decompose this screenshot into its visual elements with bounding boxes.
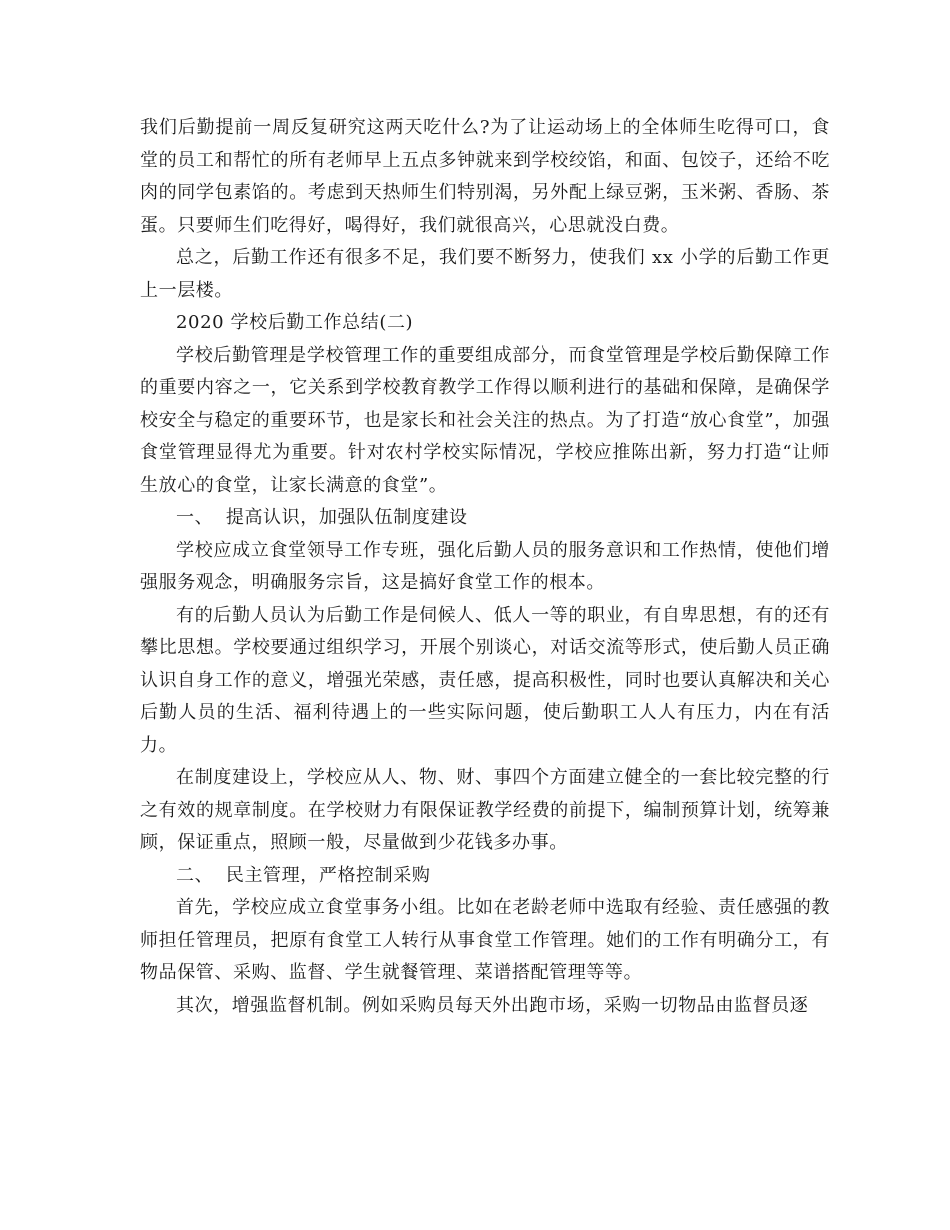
paragraph-staff-attitude: 有的后勤人员认为后勤工作是伺候人、低人一等的职业，有自卑思想，有的还有攀比思想。学校要通过组织学习，开展个别谈心，对话交流等形式，使后勤人员正确认识自身工作的意义，增强光荣感，责任感，提高积极性，同时也要认真解决和关心后勤人员的生活、福利待遇上的一些实际问题，使后勤职工人人有压力，内在有活力。: [140, 604, 830, 756]
paragraph-conclusion: 总之，后勤工作还有很多不足，我们要不断努力，使我们 xx 小学的后勤工作更上一层楼。: [140, 247, 830, 301]
section-title: 2020 学校后勤工作总结(二): [176, 312, 414, 333]
paragraph-supervision: 其次，增强监督机制。例如采购员每天外出跑市场，采购一切物品由监督员逐: [176, 994, 809, 1016]
paragraph-intro: 学校后勤管理是学校管理工作的重要组成部分，而食堂管理是学校后勤保障工作的重要内容之一，它关系到学校教育教学工作得以顺利进行的基础和保障，是确保学校安全与稳定的重要环节，也是家长和社会关注的热点。为了打造“放心食堂”，加强食堂管理显得尤为重要。针对农村学校实际情况，学校应推陈出新，努力打造“让师生放心的食堂，让家长满意的食堂”。: [140, 344, 830, 496]
paragraph-rules: 在制度建设上，学校应从人、物、财、事四个方面建立健全的一套比较完整的行之有效的规章制度。在学校财力有限保证教学经费的前提下，编制预算计划，统筹兼顾，保证重点，照顾一般，尽量做到少花钱多办事。: [140, 767, 830, 853]
heading-two: 二、 民主管理，严格控制采购: [176, 864, 431, 886]
paragraph-affairs-group: 首先，学校应成立食堂事务小组。比如在老龄老师中选取有经验、责任感强的教师担任管理员，把原有食堂工人转行从事食堂工作管理。她们的工作有明确分工，有物品保管、采购、监督、学生就餐管理、菜谱搭配管理等等。: [140, 897, 830, 983]
paragraph-canteen-food: 我们后勤提前一周反复研究这两天吃什么?为了让运动场上的全体师生吃得可口，食堂的员工和帮忙的所有老师早上五点多钟就来到学校绞馅，和面、包饺子，还给不吃肉的同学包素馅的。考虑到天热师生们特别渴，另外配上绿豆粥，玉米粥、香肠、茶蛋。只要师生们吃得好，喝得好，我们就很高兴，心思就没白费。: [140, 117, 830, 236]
document-body: [140, 112, 830, 1022]
paragraph-leadership: 学校应成立食堂领导工作专班，强化后勤人员的服务意识和工作热情，使他们增强服务观念，明确服务宗旨，这是搞好食堂工作的根本。: [140, 539, 830, 593]
heading-one: 一、 提高认识，加强队伍制度建设: [176, 507, 468, 528]
